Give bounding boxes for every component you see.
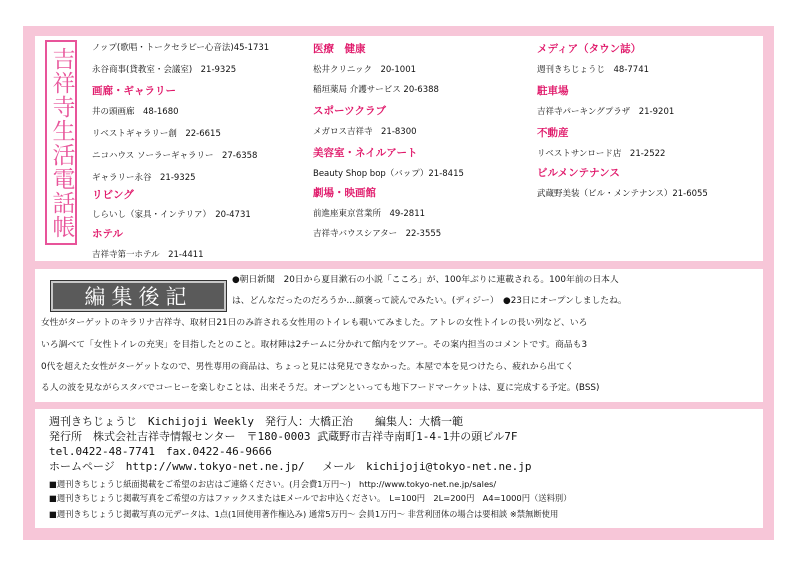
category-heading: 劇場・映画館 [313,187,376,199]
directory-listing: 井の頭画廊 48-1680 [92,107,179,117]
editors-note-line: る人の波を見ながらスタバでコーヒーを楽しむことは、出来そうだ。オープンといっても地下フードマーケットは、夏に完成する予定。(BSS) [41,383,600,393]
editors-note-panel [35,269,763,402]
publication-credits: 週刊きちじょうじ Kichijoji Weekly 発行人：大橋正治 編集人：大橋一範 [49,415,463,428]
category-heading: スポーツクラブ [313,105,386,117]
directory-title: 吉祥寺生活電話帳 [48,46,75,239]
directory-panel [35,36,763,261]
phone-fax: tel.0422-48-7741 fax.0422-46-9666 [49,445,272,458]
editors-note-line: 0代を超えた女性がターゲットなので、男性専用の商品は、ちょっと見には発見できなかった。本屋で本を見つけたら、疲れから出てく [41,362,574,372]
directory-listing: 吉祥寺パーキングプラザ 21-9201 [537,107,675,117]
editors-note-line: は、どんなだったのだろうか…顔褒って読んでみたい。(ディジー） ●23日にオープンしましたね。 [232,296,627,306]
directory-title-box [45,40,77,245]
editors-note-line: いろ調べて「女性トイレの充実」を目指したとのこと。取材陣は2チームに分かれて館内をツアー。その案内担当のコメントです。商品も3 [41,340,588,350]
editors-note-line: ●朝日新聞 20日から夏目漱石の小説「こころ」が、100年ぶりに連載される。100年前の日本人 [232,275,619,285]
category-heading: ホテル [92,228,123,240]
directory-listing: 週刊きちじょうじ 48-7741 [537,65,650,75]
colophon-panel [35,409,763,528]
category-heading: メディア（タウン誌） [537,43,642,55]
directory-listing: 武蔵野美装（ビル・メンテナンス）21-6055 [537,189,708,199]
notice-photo-prints: ■週刊きちじょうじ掲載写真をご希望の方はファックスまたはEメールでお申込ください。 L=100円 2L=200円 A4=1000円（送料別） [49,493,572,503]
category-heading: 美容室・ネイルアート [313,147,418,159]
directory-listing: Beauty Shop bop（バップ）21-8415 [313,169,464,179]
category-heading: 医療 健康 [313,43,366,55]
directory-listing: 吉祥寺バウスシアター 22-3555 [313,229,442,239]
category-heading: 画廊・ギャラリー [92,85,176,97]
website-email: ホームページ http://www.tokyo-net.ne.jp/ メール kichijoji@tokyo-net.ne.jp [49,460,532,473]
category-heading: 駐車場 [537,85,569,97]
directory-listing: メガロス吉祥寺 21-8300 [313,127,417,137]
directory-listing: 前進座東京営業所 49-2811 [313,209,426,219]
directory-listing: ニコハウス ソーラーギャラリー 27-6358 [92,151,258,161]
directory-listing: リベストギャラリー創 22-6615 [92,129,221,139]
directory-listing: ギャラリー永谷 21-9325 [92,173,196,183]
category-heading: ビルメンテナンス [537,167,620,179]
editors-note-line: 女性がターゲットのキラリナ吉祥寺、取材日21日のみ許される女性用のトイレも覗いてみました。アトレの女性トイレの長い列など、いろ [41,318,588,328]
directory-listing: 吉祥寺第一ホテル 21-4411 [92,250,204,260]
category-heading: 不動産 [537,127,569,139]
directory-listing: 松井クリニック 20-1001 [313,65,417,75]
category-heading: リビング [92,189,134,201]
directory-listing: リベストサンロード店 21-2522 [537,149,666,159]
directory-listing: 稲垣薬局 介護サービス 20-6388 [313,85,439,95]
publisher-address: 発行所 株式会社吉祥寺情報センター 〒180-0003 武蔵野市吉祥寺南町1-4-1井の頭ビル7F [49,430,518,443]
directory-listing: しらいし（家具・インテリア） 20-4731 [92,210,251,220]
notice-photo-data: ■週刊きちじょうじ掲載写真の元データは、1点(1回使用著作権込み) 通常5万円～ 会員1万円～ 非営利団体の場合は要相談 ※禁無断使用 [49,509,559,519]
directory-listing: 永谷商事(貸教室・会議室) 21-9325 [92,65,237,75]
notice-listing: ■週刊きちじょうじ紙面掲載をご希望のお店はご連絡ください。(月会費1万円～) http://www.tokyo-net.ne.jp/sales/ [49,479,497,489]
editors-note-title-box [51,281,226,311]
directory-listing: ノップ(歌唱・トークセラピー心音法)45-1731 [92,43,270,53]
editors-note-title: 編集後記 [84,285,193,309]
